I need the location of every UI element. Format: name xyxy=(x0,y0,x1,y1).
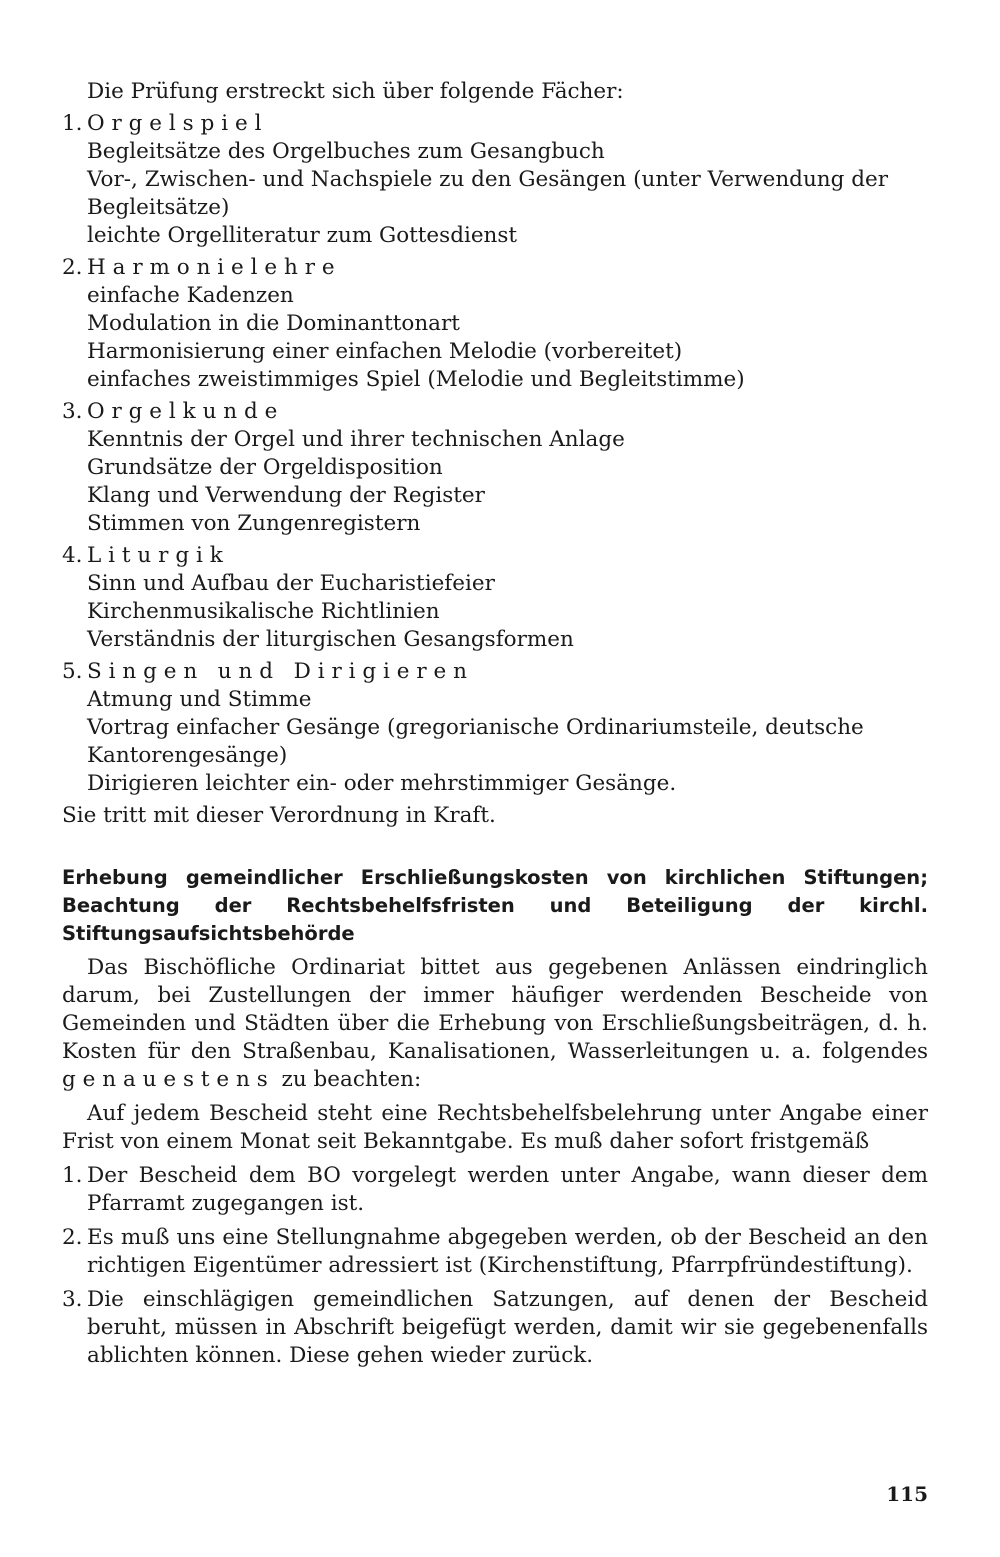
subject-topic: einfache Kadenzen xyxy=(87,283,294,308)
subject-topic: Atmung und Stimme xyxy=(87,687,312,712)
subject-item xyxy=(62,398,928,538)
list-item xyxy=(62,1162,928,1218)
subject-item xyxy=(62,110,928,250)
subject-topic: Begleitsätze des Orgelbuches zum Gesangbuch xyxy=(87,139,605,164)
closing-text: Sie tritt mit dieser Verordnung in Kraft. xyxy=(62,803,496,828)
page-number: 115 xyxy=(886,1482,928,1506)
subject-topic: Vortrag einfacher Gesänge (gregorianische Ordinariumsteile, deutsche Kantorengesänge) xyxy=(87,715,864,768)
subject-title: Orgelspiel xyxy=(87,111,269,136)
subject-item xyxy=(62,254,928,394)
subject-item xyxy=(62,658,928,798)
subject-title: Liturgik xyxy=(87,543,230,568)
list-item-text: Es muß uns eine Stellungnahme abgegeben werden, ob der Bescheid an den richtigen Eigentümer adressiert ist (Kirchenstiftung, Pfarrpfründestiftung). xyxy=(87,1225,928,1278)
subject-topic: Klang und Verwendung der Register xyxy=(87,483,485,508)
document-page xyxy=(62,78,928,1370)
subject-number: 4. xyxy=(62,543,83,568)
subject-title: Orgelkunde xyxy=(87,399,285,424)
list-item xyxy=(62,1286,928,1370)
paragraph-1 xyxy=(62,954,928,1094)
section-heading: Erhebung gemeindlicher Erschließungskosten von kirchlichen Stiftungen; Beachtung der Rechtsbehelfsfristen und Beteiligung der kirchl. Stiftungsaufsichtsbehörde xyxy=(62,866,928,945)
subject-topic: Verständnis der liturgischen Gesangsformen xyxy=(87,627,574,652)
subject-topic: Kenntnis der Orgel und ihrer technischen Anlage xyxy=(87,427,625,452)
subject-number: 2. xyxy=(62,255,83,280)
subject-topic: Sinn und Aufbau der Eucharistiefeier xyxy=(87,571,495,596)
subject-topic: Kirchenmusikalische Richtlinien xyxy=(87,599,440,624)
subject-number: 5. xyxy=(62,659,83,684)
subject-topic: leichte Orgelliteratur zum Gottesdienst xyxy=(87,223,518,248)
subject-title: Harmonielehre xyxy=(87,255,342,280)
list-item-number: 3. xyxy=(62,1287,83,1312)
subject-topic: Dirigieren leichter ein- oder mehrstimmiger Gesänge. xyxy=(87,771,677,796)
subject-item xyxy=(62,542,928,654)
subject-number: 1. xyxy=(62,111,83,136)
list-item-number: 1. xyxy=(62,1163,83,1188)
paragraph-1-text: Das Bischöfliche Ordinariat bittet aus gegebenen Anlässen eindringlich darum, bei Zustellungen der immer häufiger werdenden Bescheide von Gemeinden und Städten über die Erhebung von Erschließungsbeiträgen, d. h. Kosten für den Straßenbau, Kanalisationen, Wasserleitungen u. a. folgendes xyxy=(62,955,928,1064)
list-item-text: Die einschlägigen gemeindlichen Satzungen, auf denen der Bescheid beruht, müssen in Abschrift beigefügt werden, damit wir sie gegebenenfalls ablichten können. Diese gehen wieder zurück. xyxy=(87,1287,928,1368)
list-item-number: 2. xyxy=(62,1225,83,1250)
emphasis-text: genauestens xyxy=(62,1067,275,1092)
subject-topic: Harmonisierung einer einfachen Melodie (vorbereitet) xyxy=(87,339,683,364)
subject-title: Singen und Dirigieren xyxy=(87,659,474,684)
subject-topic: Stimmen von Zungenregistern xyxy=(87,511,421,536)
paragraph-2: Auf jedem Bescheid steht eine Rechtsbehelfsbelehrung unter Angabe einer Frist von einem Monat seit Bekanntgabe. Es muß daher sofort fristgemäß xyxy=(62,1101,928,1154)
subject-topic: einfaches zweistimmiges Spiel (Melodie und Begleitstimme) xyxy=(87,367,745,392)
subject-list xyxy=(62,110,928,798)
list-item xyxy=(62,1224,928,1280)
list-item-text: Der Bescheid dem BO vorgelegt werden unter Angabe, wann dieser dem Pfarramt zugegangen ist. xyxy=(87,1163,928,1216)
subject-topic: Modulation in die Dominanttonart xyxy=(87,311,460,336)
subject-topic: Vor-, Zwischen- und Nachspiele zu den Gesängen (unter Verwendung der Begleitsätze) xyxy=(87,167,889,220)
intro-text: Die Prüfung erstreckt sich über folgende Fächer: xyxy=(87,79,624,104)
paragraph-1-end: zu beachten: xyxy=(281,1067,422,1092)
subject-topic: Grundsätze der Orgeldisposition xyxy=(87,455,443,480)
subject-number: 3. xyxy=(62,399,83,424)
